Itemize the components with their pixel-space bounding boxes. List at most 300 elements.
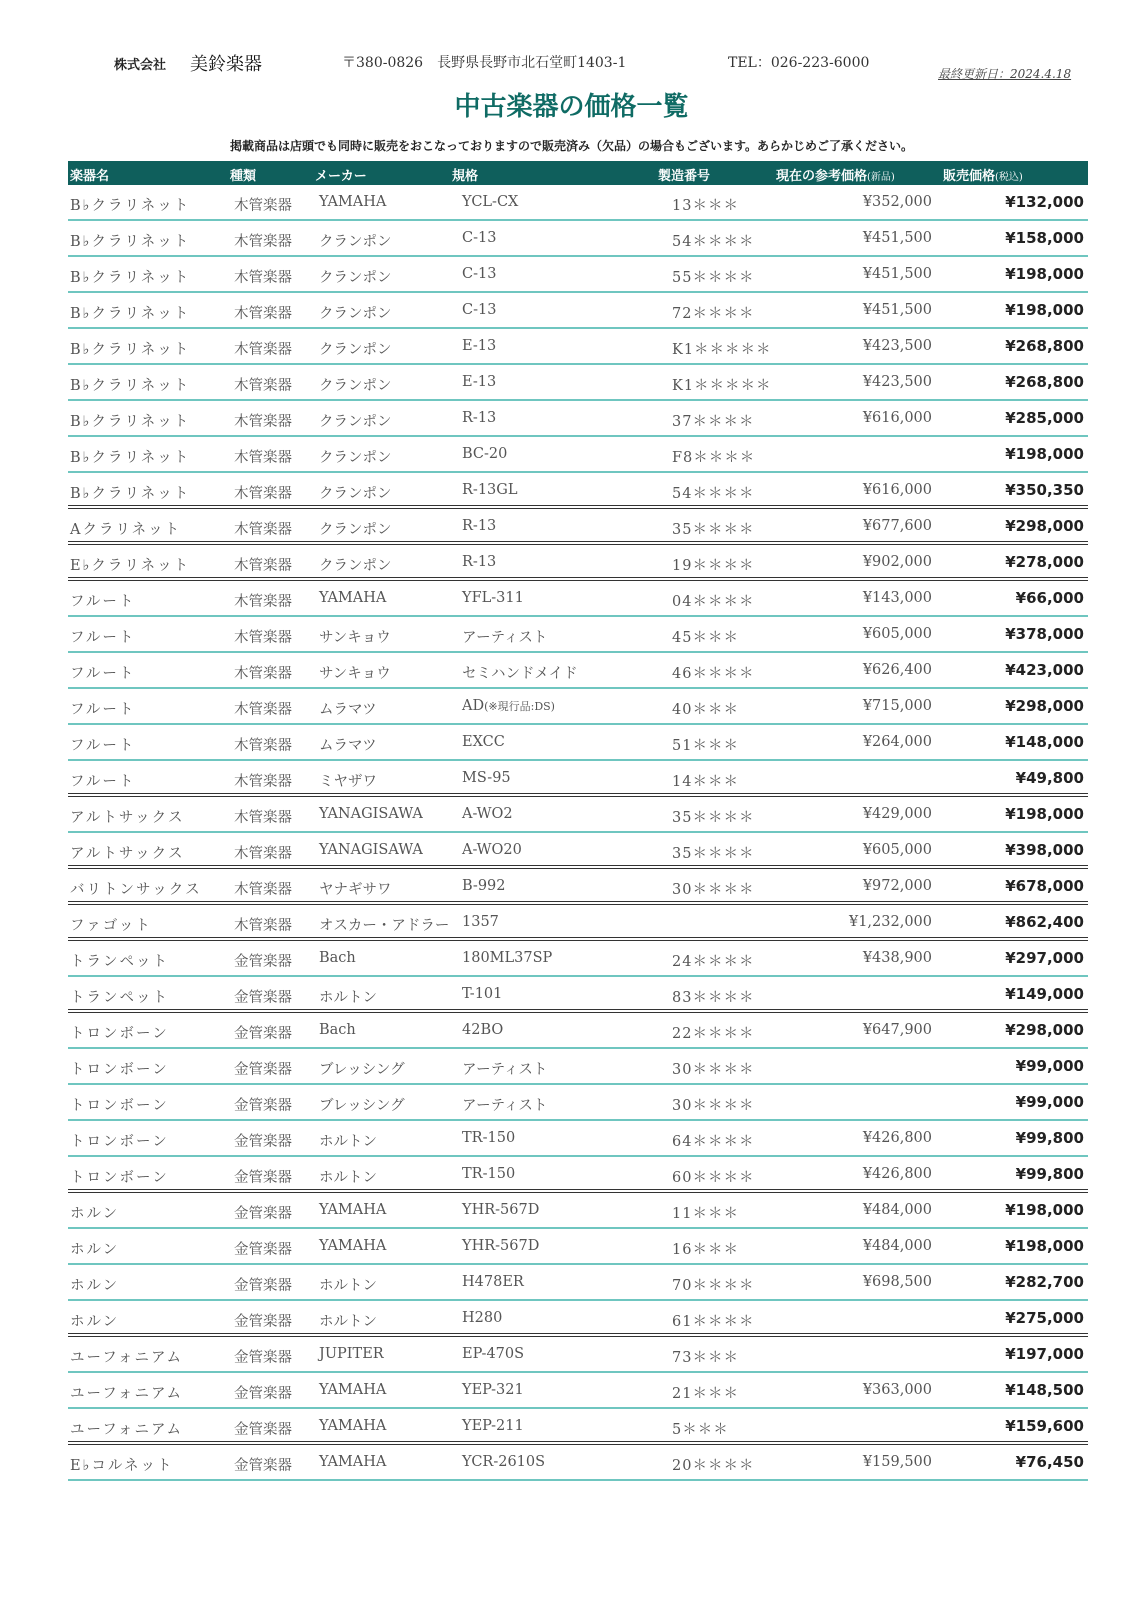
cell-model: E-13 [462,338,497,354]
cell-price: ¥99,800 [1015,1129,1084,1147]
cell-price: ¥198,000 [1005,1201,1084,1219]
table-row [68,1373,1088,1409]
table-row [68,1265,1088,1301]
cell-name: B♭クラリネット [70,450,191,466]
cell-maker: クランポン [319,234,392,250]
cell-serial: 55＊＊＊＊ [672,270,755,286]
cell-serial: 46＊＊＊＊ [672,666,755,682]
cell-model: T-101 [462,986,503,1002]
table-row [68,977,1088,1013]
page-title: 中古楽器の価格一覧 [454,92,689,122]
col-header-price-label: 販売価格 [943,169,996,184]
table-header [68,161,1088,185]
table-row [68,545,1088,581]
cell-type: 木管楽器 [234,594,292,610]
cell-type: 金管楽器 [234,1350,292,1366]
cell-name: トロンボーン [70,1062,169,1078]
cell-maker: サンキョウ [319,666,391,682]
cell-model: YCR-2610S [462,1454,546,1470]
company-prefix: 株式会社 [114,58,167,73]
cell-maker: ホルトン [319,1170,377,1186]
cell-model: EP-470S [462,1346,525,1362]
cell-serial: 30＊＊＊＊ [672,882,755,898]
cell-ref-price: ¥1,232,000 [848,914,932,930]
cell-price: ¥198,000 [1005,301,1084,319]
cell-model: アーティスト [462,630,548,646]
cell-type: 木管楽器 [234,198,292,214]
cell-type: 金管楽器 [234,1458,292,1474]
table-row [68,185,1088,221]
table-row [68,221,1088,257]
table-row [68,293,1088,329]
cell-serial: 37＊＊＊＊ [672,414,755,430]
cell-type: 木管楽器 [234,342,292,358]
cell-name: トランペット [70,954,169,970]
cell-ref-price: ¥451,500 [862,302,932,318]
table-row [68,1085,1088,1121]
cell-serial: 20＊＊＊＊ [672,1458,755,1474]
col-header-ref-price-label: 現在の参考価格 [776,169,868,184]
table-row [68,365,1088,401]
cell-type: 金管楽器 [234,1314,292,1330]
cell-model: アーティスト [462,1098,548,1114]
cell-ref-price: ¥484,000 [862,1202,932,1218]
cell-serial: 11＊＊＊ [672,1206,739,1222]
cell-maker: YAMAHA [319,1454,387,1470]
notice-text: 掲載商品は店頭でも同時に販売をおこなっておりますので販売済み（欠品）の場合もございます。あらかじめご了承ください。 [229,139,914,153]
cell-name: トロンボーン [70,1026,169,1042]
cell-name: トロンボーン [70,1098,169,1114]
cell-ref-price: ¥698,500 [862,1274,932,1290]
cell-serial: 04＊＊＊＊ [672,594,755,610]
cell-price: ¥423,000 [1005,661,1084,679]
cell-serial: K1＊＊＊＊＊ [672,342,772,358]
cell-type: 金管楽器 [234,1098,292,1114]
cell-model: C-13 [462,230,497,246]
cell-ref-price: ¥647,900 [862,1022,932,1038]
cell-maker: ブレッシング [319,1098,405,1114]
cell-name: フルート [70,774,136,790]
cell-price: ¥378,000 [1005,625,1084,643]
cell-maker: クランポン [319,342,392,358]
cell-maker: クランポン [319,306,392,322]
cell-name: E♭クラリネット [70,558,191,574]
cell-maker: ヤナギサワ [319,882,392,898]
cell-name: トランペット [70,990,169,1006]
company-name: 美鈴楽器 [190,54,262,75]
cell-price: ¥76,450 [1015,1453,1084,1471]
table-row [68,401,1088,437]
cell-model: A-WO2 [462,806,513,822]
cell-model: YHR-567D [462,1202,540,1218]
cell-type: 金管楽器 [234,990,292,1006]
price-table [68,161,1088,1481]
cell-model: C-13 [462,266,497,282]
table-row [68,617,1088,653]
cell-name: ユーフォニアム [70,1386,184,1402]
cell-type: 木管楽器 [234,270,292,286]
cell-type: 木管楽器 [234,522,292,538]
cell-type: 木管楽器 [234,882,292,898]
cell-serial: 61＊＊＊＊ [672,1314,755,1330]
table-row [68,869,1088,905]
cell-type: 木管楽器 [234,234,292,250]
table-row [68,1445,1088,1481]
cell-serial: 35＊＊＊＊ [672,522,755,538]
cell-type: 木管楽器 [234,558,292,574]
cell-model: EXCC [462,734,505,750]
cell-price: ¥268,800 [1005,337,1084,355]
cell-serial: 60＊＊＊＊ [672,1170,755,1186]
col-header-name: 楽器名 [70,169,110,184]
cell-model: H280 [462,1310,503,1326]
cell-serial: 54＊＊＊＊ [672,486,755,502]
cell-type: 木管楽器 [234,450,292,466]
cell-model: A-WO20 [462,842,522,858]
cell-serial: 51＊＊＊ [672,738,739,754]
cell-type: 金管楽器 [234,1242,292,1258]
cell-ref-price: ¥484,000 [862,1238,932,1254]
cell-name: B♭クラリネット [70,198,191,214]
cell-type: 金管楽器 [234,1134,292,1150]
company-tel: TEL：026-223-6000 [728,55,870,71]
cell-name: ホルン [70,1278,120,1294]
cell-type: 木管楽器 [234,378,292,394]
table-body [68,185,1088,1481]
cell-type: 金管楽器 [234,954,292,970]
col-header-type: 種類 [230,169,257,184]
cell-type: 金管楽器 [234,1386,292,1402]
cell-type: 木管楽器 [234,738,292,754]
cell-price: ¥148,500 [1005,1381,1084,1399]
cell-ref-price: ¥677,600 [862,518,932,534]
cell-price: ¥198,000 [1005,265,1084,283]
cell-price: ¥159,600 [1005,1417,1084,1435]
cell-model: TR-150 [462,1130,516,1146]
cell-price: ¥298,000 [1005,517,1084,535]
cell-price: ¥285,000 [1005,409,1084,427]
cell-ref-price: ¥616,000 [862,482,932,498]
cell-ref-price: ¥363,000 [862,1382,932,1398]
cell-price: ¥275,000 [1005,1309,1084,1327]
table-row [68,473,1088,509]
cell-model: YEP-211 [462,1418,524,1434]
table-row [68,689,1088,725]
cell-maker: ムラマツ [319,738,377,754]
table-row [68,725,1088,761]
cell-model: セミハンドメイド [462,666,578,682]
table-row [68,437,1088,473]
cell-type: 木管楽器 [234,414,292,430]
cell-name: フルート [70,738,136,754]
cell-price: ¥149,000 [1005,985,1084,1003]
table-row [68,941,1088,977]
cell-name: B♭クラリネット [70,306,191,322]
cell-type: 木管楽器 [234,630,292,646]
cell-price: ¥398,000 [1005,841,1084,859]
cell-ref-price: ¥426,800 [862,1166,932,1182]
cell-type: 金管楽器 [234,1026,292,1042]
cell-model: R-13 [462,410,497,426]
cell-type: 木管楽器 [234,666,292,682]
table-row [68,1121,1088,1157]
cell-ref-price: ¥426,800 [862,1130,932,1146]
cell-type: 木管楽器 [234,486,292,502]
cell-price: ¥297,000 [1005,949,1084,967]
cell-type: 金管楽器 [234,1062,292,1078]
table-row [68,1157,1088,1193]
cell-price: ¥148,000 [1005,733,1084,751]
col-header-ref-price [776,165,895,184]
cell-name: ファゴット [70,918,152,934]
cell-price: ¥350,350 [1005,481,1084,499]
cell-maker: クランポン [319,414,392,430]
cell-maker: オスカー・アドラー [319,918,450,934]
cell-serial: 45＊＊＊ [672,630,739,646]
cell-maker: YANAGISAWA [319,842,423,858]
cell-maker: Bach [319,950,356,966]
cell-maker: クランポン [319,378,392,394]
table-row [68,797,1088,833]
cell-price: ¥298,000 [1005,697,1084,715]
cell-model: C-13 [462,302,497,318]
cell-name: トロンボーン [70,1170,169,1186]
cell-maker: ホルトン [319,1134,377,1150]
cell-name: B♭クラリネット [70,270,191,286]
cell-maker: クランポン [319,270,392,286]
col-header-price [943,165,1023,184]
cell-serial: 73＊＊＊ [672,1350,739,1366]
cell-type: 金管楽器 [234,1422,292,1438]
cell-ref-price: ¥616,000 [862,410,932,426]
cell-price: ¥99,000 [1015,1057,1084,1075]
page-header [0,50,1143,80]
cell-name: B♭クラリネット [70,486,191,502]
cell-maker: YAMAHA [319,194,387,210]
cell-model: BC-20 [462,446,508,462]
cell-price: ¥678,000 [1005,877,1084,895]
cell-model: 1357 [462,914,499,930]
table-row [68,761,1088,797]
cell-price: ¥49,800 [1015,769,1084,787]
cell-name: フルート [70,630,136,646]
cell-price: ¥198,000 [1005,805,1084,823]
cell-price: ¥298,000 [1005,1021,1084,1039]
cell-ref-price: ¥451,500 [862,266,932,282]
cell-ref-price: ¥715,000 [862,698,932,714]
cell-price: ¥198,000 [1005,445,1084,463]
cell-maker: ミヤザワ [319,774,377,790]
cell-model [462,698,555,714]
cell-serial: 83＊＊＊＊ [672,990,755,1006]
cell-serial: 21＊＊＊ [672,1386,739,1402]
cell-maker: Bach [319,1022,356,1038]
cell-name: フルート [70,594,136,610]
cell-name: B♭クラリネット [70,234,191,250]
cell-ref-price: ¥423,500 [862,374,932,390]
table-row [68,581,1088,617]
cell-maker: YANAGISAWA [319,806,423,822]
cell-name: ホルン [70,1206,120,1222]
cell-ref-price: ¥159,500 [862,1454,932,1470]
cell-serial: F8＊＊＊＊ [672,450,756,466]
table-row [68,905,1088,941]
cell-maker: クランポン [319,450,392,466]
cell-name: ホルン [70,1314,120,1330]
cell-model: E-13 [462,374,497,390]
cell-maker: YAMAHA [319,590,387,606]
cell-price: ¥99,000 [1015,1093,1084,1111]
cell-price: ¥132,000 [1005,193,1084,211]
cell-ref-price: ¥352,000 [862,194,932,210]
cell-model: MS-95 [462,770,511,786]
cell-ref-price: ¥451,500 [862,230,932,246]
cell-price: ¥99,800 [1015,1165,1084,1183]
table-row [68,1193,1088,1229]
cell-price: ¥862,400 [1005,913,1084,931]
cell-model: YEP-321 [462,1382,524,1398]
cell-model-text: AD [462,698,485,714]
cell-name: バリトンサックス [70,882,202,898]
cell-serial: 30＊＊＊＊ [672,1062,755,1078]
cell-maker: YAMAHA [319,1418,387,1434]
table-row [68,833,1088,869]
cell-model: YHR-567D [462,1238,540,1254]
cell-model: アーティスト [462,1062,548,1078]
cell-name: E♭コルネット [70,1458,174,1474]
cell-ref-price: ¥429,000 [862,806,932,822]
cell-maker: YAMAHA [319,1202,387,1218]
cell-serial: K1＊＊＊＊＊ [672,378,772,394]
table-row [68,1229,1088,1265]
cell-ref-price: ¥605,000 [862,842,932,858]
cell-serial: 14＊＊＊ [672,774,739,790]
cell-name: B♭クラリネット [70,414,191,430]
cell-type: 木管楽器 [234,810,292,826]
cell-name: アルトサックス [70,810,185,826]
cell-serial: 5＊＊＊ [672,1422,729,1438]
cell-model: YFL-311 [462,590,524,606]
cell-serial: 64＊＊＊＊ [672,1134,755,1150]
cell-price: ¥198,000 [1005,1237,1084,1255]
table-row [68,329,1088,365]
cell-price: ¥278,000 [1005,553,1084,571]
cell-maker: ブレッシング [319,1062,405,1078]
cell-ref-price: ¥143,000 [862,590,932,606]
cell-name: アルトサックス [70,846,185,862]
cell-type: 木管楽器 [234,774,292,790]
cell-ref-price: ¥972,000 [862,878,932,894]
cell-maker: ムラマツ [319,702,377,718]
cell-type: 金管楽器 [234,1206,292,1222]
cell-serial: 54＊＊＊＊ [672,234,755,250]
cell-model: R-13GL [462,482,518,498]
cell-name: フルート [70,702,136,718]
cell-serial: 16＊＊＊ [672,1242,739,1258]
table-row [68,653,1088,689]
table-row [68,1049,1088,1085]
cell-serial: 35＊＊＊＊ [672,810,755,826]
cell-model: TR-150 [462,1166,516,1182]
cell-ref-price: ¥902,000 [862,554,932,570]
cell-type: 金管楽器 [234,1170,292,1186]
cell-maker: サンキョウ [319,630,391,646]
cell-price: ¥158,000 [1005,229,1084,247]
cell-model-note: (※現行品:DS) [484,700,555,713]
cell-name: ホルン [70,1242,120,1258]
last-updated: 最終更新日：2024.4.18 [938,67,1072,81]
cell-serial: 70＊＊＊＊ [672,1278,755,1294]
cell-maker: YAMAHA [319,1238,387,1254]
cell-ref-price: ¥626,400 [862,662,932,678]
cell-serial: 24＊＊＊＊ [672,954,755,970]
cell-model: YCL-CX [462,194,519,210]
cell-price: ¥197,000 [1005,1345,1084,1363]
col-header-price-note: (税込) [995,172,1023,183]
cell-maker: ホルトン [319,1278,377,1294]
cell-model: 180ML37SP [462,950,553,966]
cell-price: ¥282,700 [1005,1273,1084,1291]
cell-model: R-13 [462,518,497,534]
cell-model: H478ER [462,1274,524,1290]
cell-maker: YAMAHA [319,1382,387,1398]
table-row [68,1409,1088,1445]
table-row [68,1337,1088,1373]
cell-ref-price: ¥423,500 [862,338,932,354]
cell-name: フルート [70,666,136,682]
cell-price: ¥66,000 [1015,589,1084,607]
cell-name: B♭クラリネット [70,342,191,358]
cell-type: 木管楽器 [234,702,292,718]
cell-maker: クランポン [319,486,392,502]
company-address: 〒380-0826 長野県長野市北石堂町1403-1 [342,55,627,71]
cell-ref-price: ¥605,000 [862,626,932,642]
cell-maker: JUPITER [319,1346,384,1362]
cell-maker: ホルトン [319,990,377,1006]
cell-maker: クランポン [319,522,392,538]
cell-name: ユーフォニアム [70,1350,184,1366]
cell-serial: 13＊＊＊ [672,198,739,214]
col-header-maker: メーカー [315,169,367,184]
cell-serial: 40＊＊＊ [672,702,739,718]
cell-ref-price: ¥264,000 [862,734,932,750]
cell-name: トロンボーン [70,1134,169,1150]
table-row [68,1013,1088,1049]
cell-model: B-992 [462,878,506,894]
cell-serial: 30＊＊＊＊ [672,1098,755,1114]
cell-maker: ホルトン [319,1314,377,1330]
cell-serial: 35＊＊＊＊ [672,846,755,862]
cell-model: 42BO [462,1022,504,1038]
cell-name: B♭クラリネット [70,378,191,394]
cell-name: ユーフォニアム [70,1422,184,1438]
col-header-serial: 製造番号 [658,169,711,184]
cell-type: 木管楽器 [234,306,292,322]
col-header-model: 規格 [452,169,479,184]
cell-maker: クランポン [319,558,392,574]
cell-ref-price: ¥438,900 [862,950,932,966]
table-row [68,257,1088,293]
cell-price: ¥268,800 [1005,373,1084,391]
cell-type: 木管楽器 [234,846,292,862]
col-header-ref-price-note: (新品) [867,172,895,183]
cell-serial: 19＊＊＊＊ [672,558,755,574]
table-row [68,1301,1088,1337]
cell-serial: 72＊＊＊＊ [672,306,755,322]
cell-model: R-13 [462,554,497,570]
cell-serial: 22＊＊＊＊ [672,1026,755,1042]
cell-type: 木管楽器 [234,918,292,934]
